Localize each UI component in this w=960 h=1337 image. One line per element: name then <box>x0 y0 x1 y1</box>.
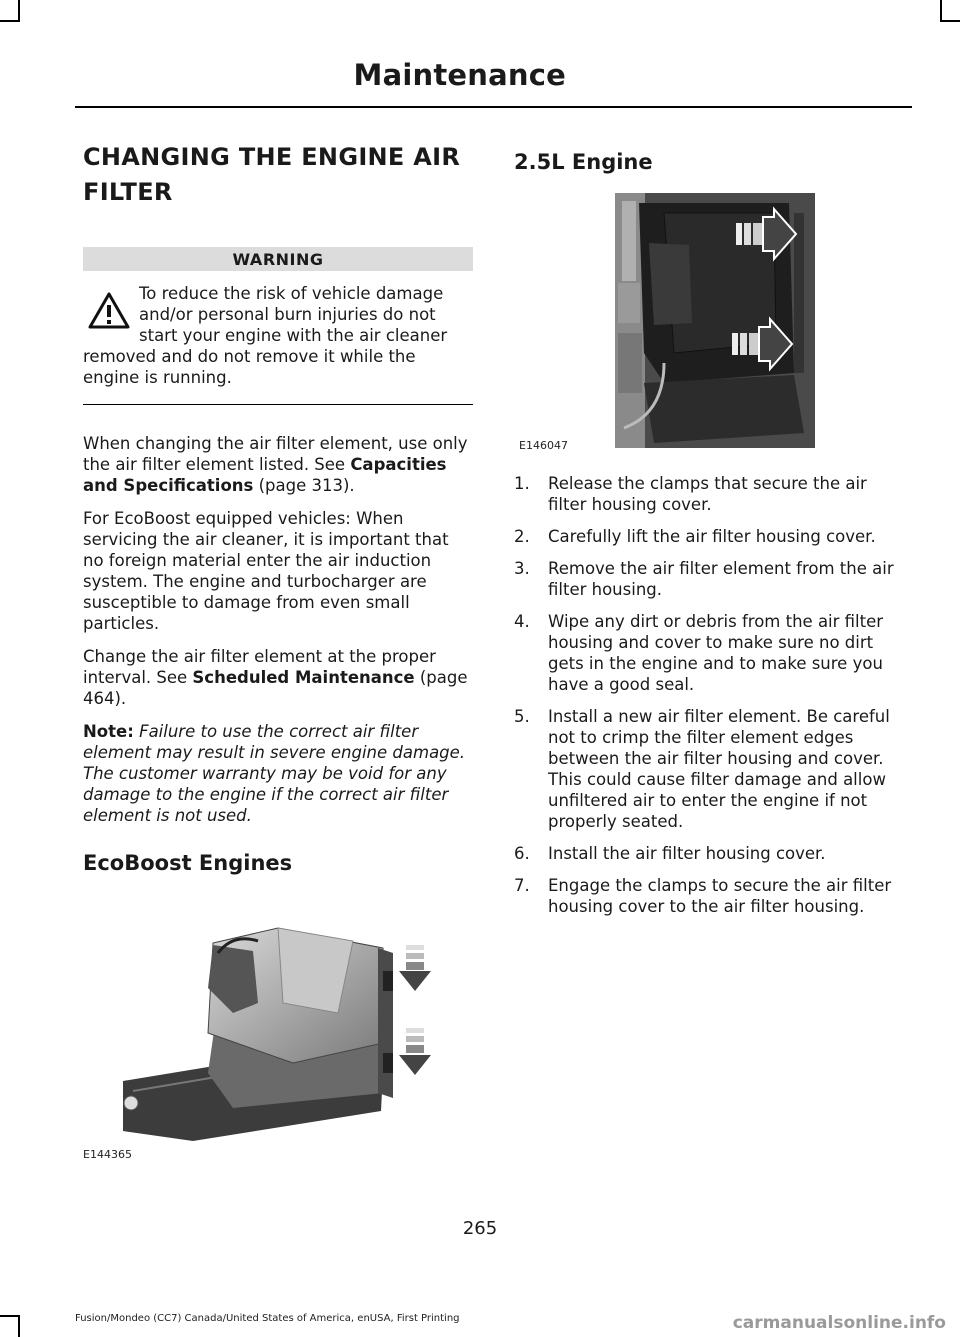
arrow-down-icon <box>399 1028 431 1075</box>
edition-footer: Fusion/Mondeo (CC7) Canada/United States of America, enUSA, First Printing <box>75 1313 460 1324</box>
page-reference: (page 313). <box>253 476 355 495</box>
step-number: 4. <box>514 612 530 631</box>
step-number: 5. <box>514 707 530 726</box>
step-text: Install a new air filter element. Be careful not to crimp the filter element edges between the air filter housing and cover. This could cause filter damage and allow unfiltered air to enter the engine if not properly seated. <box>548 707 890 831</box>
list-item <box>514 526 909 547</box>
step-text: Wipe any dirt or debris from the air filter housing and cover to make sure no dirt gets in the engine and to make sure you have a good seal. <box>548 612 884 694</box>
paragraph-filter-listed <box>83 433 473 496</box>
list-item <box>514 473 909 515</box>
list-item <box>514 558 909 600</box>
scheduled-maintenance-link[interactable]: Scheduled Maintenance <box>192 668 415 687</box>
warning-box <box>83 283 473 388</box>
step-text: Engage the clamps to secure the air filter housing cover to the air filter housing. <box>548 876 892 916</box>
warning-label: WARNING <box>83 247 473 271</box>
ecoboost-air-filter-illustration <box>83 893 473 1161</box>
step-text: Release the clamps that secure the air filter housing cover. <box>548 474 867 514</box>
figure-id: E146047 <box>519 439 568 452</box>
step-text: Carefully lift the air filter housing cover. <box>548 527 876 546</box>
step-number: 2. <box>514 527 530 546</box>
crop-mark <box>18 1315 20 1337</box>
right-column <box>514 140 909 928</box>
step-text: Install the air filter housing cover. <box>548 844 826 863</box>
list-item <box>514 843 909 864</box>
watermark: carmanualsonline.info <box>732 1313 946 1333</box>
warning-text: To reduce the risk of vehicle damage and/or personal burn injuries do not start your engine with the air cleaner removed and do not remove it while the engine is running. <box>83 284 448 387</box>
step-number: 1. <box>514 474 530 493</box>
page-section-title: Maintenance <box>353 58 566 92</box>
list-item <box>514 875 909 917</box>
instruction-steps <box>514 473 909 917</box>
left-column <box>83 140 473 1161</box>
note-text: Failure to use the correct air filter element may result in severe engine damage. The customer warranty may be void for any damage to the engine if the correct air filter element is not used. <box>83 722 466 825</box>
ecoboost-heading: EcoBoost Engines <box>83 851 293 875</box>
engine-25-air-filter-illustration <box>514 193 909 451</box>
arrow-down-icon <box>399 945 431 991</box>
list-item <box>514 706 909 832</box>
main-heading: CHANGING THE ENGINE AIR FILTER <box>83 143 461 206</box>
crop-mark <box>0 1315 20 1317</box>
crop-mark <box>0 20 20 22</box>
step-number: 6. <box>514 844 530 863</box>
step-number: 7. <box>514 876 530 895</box>
note-paragraph <box>83 721 473 826</box>
paragraph-ecoboost: For EcoBoost equipped vehicles: When servicing the air cleaner, it is important that no foreign material enter the air induction system. The engine and turbocharger are susceptible to damage from even small particles. <box>83 509 449 633</box>
crop-mark <box>940 20 960 22</box>
paragraph-text: Change the air filter element at the proper interval. See <box>83 647 436 687</box>
paragraph-text: When changing the air filter element, use only the air filter element listed. See <box>83 434 468 474</box>
step-text: Remove the air filter element from the air filter housing. <box>548 559 894 599</box>
paragraph-interval <box>83 646 473 709</box>
engine-25-heading: 2.5L Engine <box>514 150 653 174</box>
header-divider <box>75 106 912 108</box>
step-number: 3. <box>514 559 530 578</box>
warning-divider <box>83 404 473 405</box>
warning-triangle-icon <box>87 291 131 331</box>
page-number: 265 <box>462 1218 498 1239</box>
list-item <box>514 611 909 695</box>
capacities-link[interactable]: Capacities and Specifications <box>83 455 447 495</box>
crop-mark <box>18 0 20 22</box>
crop-mark <box>940 0 942 22</box>
note-label: Note: <box>83 722 134 741</box>
figure-id: E144365 <box>83 1148 132 1161</box>
page-reference: (page 464). <box>83 668 468 708</box>
